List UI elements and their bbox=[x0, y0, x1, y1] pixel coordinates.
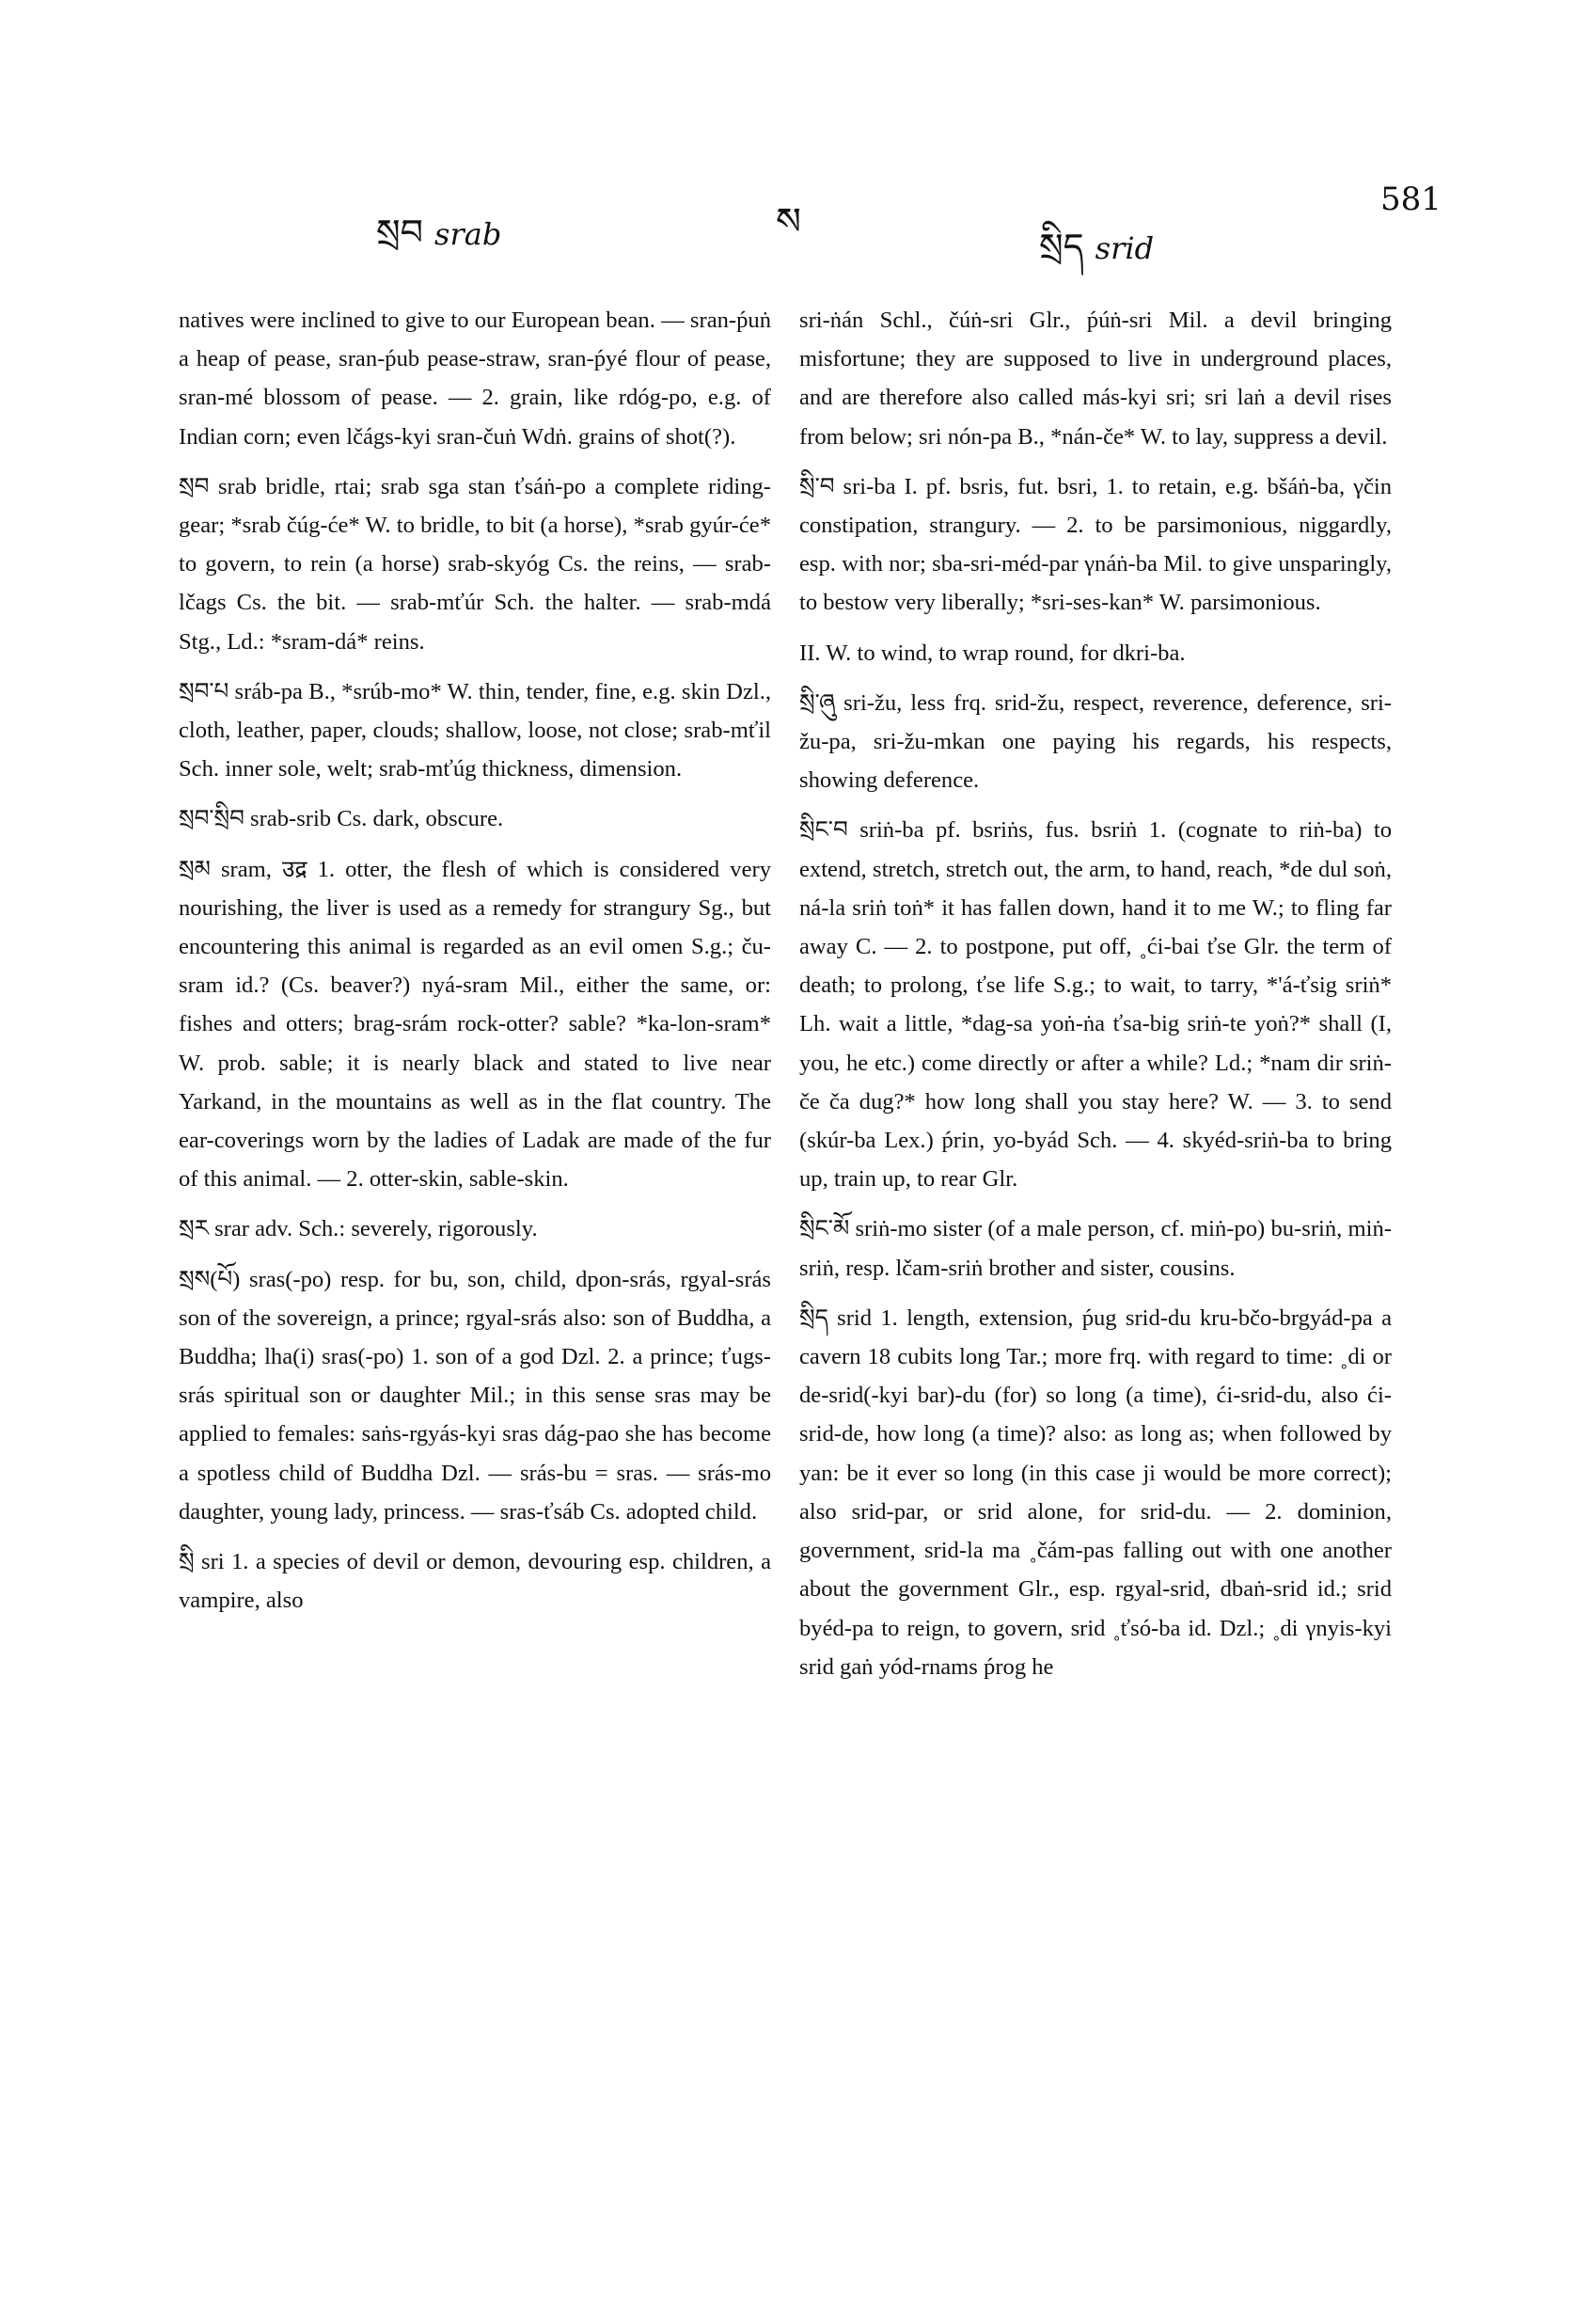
entry-paragraph: སྲི sri 1. a species of devil or demon, devouring esp. children, a vampire, also bbox=[179, 1549, 771, 1614]
right-head-label: srid bbox=[1095, 230, 1155, 266]
entry-paragraph: སྲིང་མོ sriṅ-mo sister (of a male person, cf. miṅ-po) bu-sriṅ, miṅ-sriṅ, resp. lčam-sriṅ brother and sister, cousins. bbox=[799, 1216, 1392, 1281]
entry-paragraph: སྲབ་པ sráb-pa B., *srúb-mo* W. thin, tender, fine, e.g. skin Dzl., cloth, leather, paper, clouds; shallow, loose, not close; srab-mťil Sch. inner sole, welt; srab-mťúg thickness, dimension. bbox=[179, 678, 771, 783]
right-running-head bbox=[1039, 207, 1154, 308]
entry-paragraph: natives were inclined to give to our European bean. — sran-ṕuṅ a heap of pease, sran-ṕub pease-straw, sran-ṕyé flour of pease, sran-mé blossom of pease. — 2. grain, like rdóg-po, e.g. of Indian corn; even lčágs-kyi sran-čuṅ Wdṅ. grains of shot(?). bbox=[179, 308, 771, 450]
right-head-tibetan: སྲིད bbox=[1039, 226, 1084, 267]
entry-paragraph: སྲི་ཞུ sri-žu, less frq. srid-žu, respect, reverence, deference, sri-žu-pa, sri-žu-mkan one paying his regards, his respects, showing deference. bbox=[799, 689, 1392, 794]
left-column bbox=[179, 301, 771, 1632]
entry-paragraph: སྲས(པོ) sras(-po) resp. for bu, son, child, dpon-srás, rgyal-srás son of the sovereign, a prince; rgyal-srás also: son of Buddha, a Buddha; lha(i) sras(-po) 1. son of a god Dzl. 2. a prince; ťugs-srás spiritual son or daughter Mil.; in this sense sras may be applied to females: saṅs-rgyás-kyi sras dág-pao she has become a spotless child of Buddha Dzl. — srás-bu = sras. — srás-mo daughter, young lady, princess. — sras-ťsáb Cs. adopted child. bbox=[179, 1266, 771, 1525]
left-head-tibetan: སྲབ bbox=[376, 212, 424, 253]
entry-paragraph: སྲར srar adv. Sch.: severely, rigorously. bbox=[179, 1216, 538, 1242]
entry-paragraph: སྲིང་བ sriṅ-ba pf. bsriṅs, fus. bsriṅ 1. (cognate to riṅ-ba) to extend, stretch, stretch out, the arm, to hand, reach, *de dul soṅ, ná-la sriṅ toṅ* it has fallen down, hand it to me W.; to fling far away C. — 2. to postpone, put off, ˳ći-bai ťse Glr. the term of death; to prolong, ťse life S.g.; to wait, to tarry, *'á-ťsig sriṅ* Lh. wait a little, *dag-sa yoṅ-ṅa ťsa-big sriṅ-te yoṅ?* shall (I, you, he etc.) come directly or after a while? Ld.; *nam dir sriṅ-če ča dug?* how long shall you stay here? W. — 3. to send (skúr-ba Lex.) ṕrin, yo-byád Sch. — 4. skyéd-sriṅ-ba to bring up, train up, to rear Glr. bbox=[799, 817, 1392, 1193]
entry-paragraph: སྲབ་སྲིབ srab-srib Cs. dark, obscure. bbox=[179, 806, 504, 832]
entry-paragraph: སྲབ srab bridle, rtai; srab sga stan ťsáṅ-po a complete riding-gear; *srab čúg-će* W. to bridle, to bit (a horse), *srab gyúr-će* to govern, to rein (a horse) srab-skyóg Cs. the reins, — srab-lčags Cs. the bit. — srab-mťúr Sch. the halter. — srab-mdá Stg., Ld.: *sram-dá* reins. bbox=[179, 473, 771, 655]
entry-paragraph: སྲམ sram, उद्र 1. otter, the flesh of which is considered very nourishing, the liver is used as a remedy for strangury Sg., but encountering this animal is regarded as an evil omen S.g.; ču-sram id.? (Cs. beaver?) nyá-sram Mil., either the same, or: fishes and otters; brag-srám rock-otter? sable? *ka-lon-sram* W. prob. sable; it is nearly black and stated to live near Yarkand, in the mountains as well as in the flat country. The ear-coverings worn by the ladies of Ladak are made of the fur of this animal. — 2. otter-skin, sable-skin. bbox=[179, 856, 771, 1193]
entry-paragraph: sri-ṅán Schl., čúṅ-sri Glr., ṕúṅ-sri Mil. a devil bringing misfortune; they are supposed to live in underground places, and are therefore also called más-kyi sri; sri laṅ a devil rises from below; sri nón-pa B., *nán-če* W. to lay, suppress a devil. bbox=[799, 308, 1392, 450]
page-number: 581 bbox=[1380, 181, 1442, 218]
entry-paragraph: སྲིད srid 1. length, extension, ṕug srid-du kru-bčo-brgyád-pa a cavern 18 cubits long Tar.; more frq. with regard to time: ˳di or de-srid(-kyi bar)-du (for) so long (a time), ći-srid-du, also ći-srid-de, how long (a time)? also: as long as; when followed by yan: be it ever so long (in this case ji would be more correct); also srid-par, or srid alone, for srid-du. — 2. dominion, government, srid-la ma ˳čám-pas falling out with one another about the government Glr., esp. rgyal-srid, dbaṅ-srid id.; srid byéd-pa to reign, to govern, srid ˳ťsó-ba id. Dzl.; ˳di γnyis-kyi srid gaṅ yód-rnams ṕrog he bbox=[799, 1304, 1392, 1680]
left-head-label: srab bbox=[434, 216, 502, 252]
page-header bbox=[0, 0, 1576, 282]
right-column bbox=[799, 301, 1392, 1698]
entry-paragraph: སྲི་བ sri-ba I. pf. bsris, fut. bsri, 1. to retain, e.g. bšáṅ-ba, γčin constipation, strangury. — 2. to be parsimonious, niggardly, esp. with nor; sba-sri-méd-par γnáṅ-ba Mil. to give unsparingly, to bestow very liberally; *sri-ses-kan* W. parsimonious. bbox=[799, 473, 1392, 616]
entry-paragraph: II. W. to wind, to wrap round, for dkri-ba. bbox=[799, 640, 1186, 666]
left-running-head bbox=[376, 193, 501, 293]
center-running-head: ས bbox=[776, 200, 801, 244]
